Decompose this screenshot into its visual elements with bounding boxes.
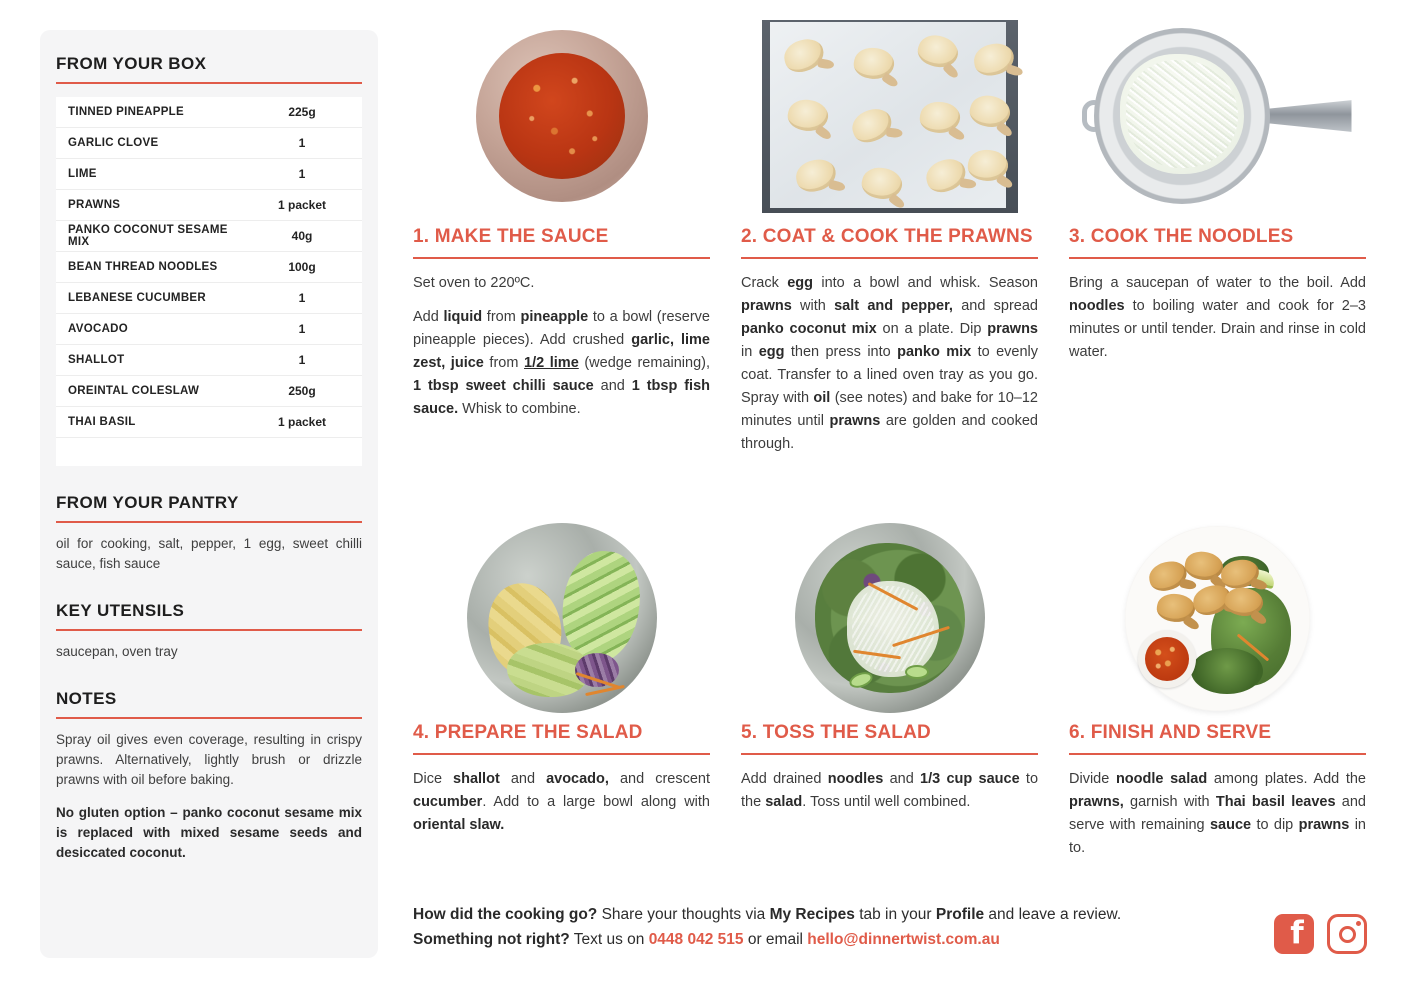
ingredient-name: AVOCADO <box>68 323 129 335</box>
notes-text: Spray oil gives even coverage, resulting in crispy prawns. Alternatively, lightly brush or drizzle prawns with oil before baking. <box>56 732 362 787</box>
tossed-salad-bowl-image <box>795 523 985 713</box>
crumbed-prawn-shape <box>972 41 1016 77</box>
pantry-title: FROM YOUR PANTRY <box>56 493 239 512</box>
social-links <box>1274 914 1367 954</box>
crumbed-prawn-shape <box>785 96 831 135</box>
sieve-image <box>1082 28 1354 204</box>
salad-bowl-image <box>467 523 657 713</box>
step5-photo <box>741 518 1038 718</box>
ingredient-quantity: 1 <box>298 136 306 150</box>
from-your-pantry-section <box>56 493 362 574</box>
step-5 <box>741 515 1038 871</box>
ingredient-name: LIME <box>68 168 97 180</box>
ingredient-quantity: 1 <box>298 291 306 305</box>
ingredient-quantity: 1 packet <box>277 198 327 212</box>
table-row <box>56 159 362 190</box>
step5-instructions <box>741 768 1038 814</box>
step2-instructions <box>741 272 1038 456</box>
ingredient-name: PRAWNS <box>68 199 121 211</box>
instagram-lens <box>1339 926 1356 943</box>
finished-plate-image <box>1125 526 1310 711</box>
ingredient-quantity: 1 <box>298 322 306 336</box>
step6-heading <box>1069 722 1366 755</box>
step-6 <box>1069 515 1366 871</box>
step4-photo <box>413 518 710 718</box>
crumbed-prawn-shape <box>966 147 1010 183</box>
utensils-title-rule <box>56 629 362 631</box>
ingredient-name: SHALLOT <box>68 354 125 366</box>
crumbed-prawn-shape <box>848 104 896 146</box>
crumbed-prawn-shape <box>780 35 827 75</box>
step-paragraph: Set oven to 220ºC. <box>413 275 535 291</box>
step4-heading <box>413 722 710 755</box>
box-title-rule <box>56 82 362 84</box>
step6-title: 6. FINISH AND SERVE <box>1069 722 1272 743</box>
step-paragraph: Add drained noodles and 1/3 cup sauce to the salad. Toss until well combined. <box>741 771 1039 810</box>
facebook-icon[interactable] <box>1274 914 1314 954</box>
table-row <box>56 97 362 128</box>
table-row <box>56 376 362 407</box>
ingredient-name: TINNED PINEAPPLE <box>68 106 184 118</box>
step3-heading <box>1069 226 1366 259</box>
cooked-prawn-shape <box>1182 547 1226 583</box>
table-row <box>56 252 362 283</box>
ingredient-quantity: 100g <box>288 260 316 274</box>
step-paragraph: Bring a saucepan of water to the boil. Add noodles to boiling water and cook for 2–3 minutes or until tender. Drain and rinse in cold water. <box>1069 275 1366 360</box>
step1-heading <box>413 226 710 259</box>
ingredient-quantity: 225g <box>288 105 316 119</box>
footer-line-2: Something not right? Text us on 0448 042 515 or email hello@dinnertwist.com.au <box>413 931 1000 948</box>
step-paragraph: Add liquid from pineapple to a bowl (reserve pineapple pieces). Add crushed garlic, lime zest, juice from 1/2 lime (wedge remaining), 1 tbsp sweet chilli sauce and 1 tbsp fish sauce. Whisk to combine. <box>413 309 710 417</box>
step2-title: 2. COAT & COOK THE PRAWNS <box>741 226 1033 247</box>
ingredient-name: GARLIC CLOVE <box>68 137 159 149</box>
step6-photo <box>1069 518 1366 718</box>
table-row <box>56 221 362 252</box>
carrot-strand <box>585 685 625 696</box>
facebook-f-glyph: f <box>1290 915 1304 951</box>
ingredient-name: LEBANESE CUCUMBER <box>68 292 206 304</box>
utensils-text: saucepan, oven tray <box>56 644 178 659</box>
table-row <box>56 314 362 345</box>
step1-title: 1. MAKE THE SAUCE <box>413 226 609 247</box>
step2-photo <box>741 10 1038 222</box>
phone-link[interactable]: 0448 042 515 <box>648 931 744 948</box>
ingredient-name: THAI BASIL <box>68 416 136 428</box>
prawn-tray-image <box>762 20 1018 213</box>
from-your-box-section <box>56 54 362 466</box>
notes-title-rule <box>56 717 362 719</box>
salad-greens <box>1191 648 1263 694</box>
instagram-icon[interactable] <box>1327 914 1367 954</box>
crumbed-prawn-shape <box>913 30 961 73</box>
step3-photo <box>1069 10 1366 222</box>
table-row <box>56 190 362 221</box>
ingredients-table <box>56 97 362 466</box>
pantry-title-rule <box>56 521 362 523</box>
step-4 <box>413 515 710 871</box>
crumbed-prawn-shape <box>918 99 962 135</box>
table-row <box>56 345 362 376</box>
crumbed-prawn-shape <box>858 163 904 203</box>
crumbed-prawn-shape <box>851 44 896 81</box>
key-utensils-section <box>56 601 362 662</box>
table-row <box>56 128 362 159</box>
crumbed-prawn-shape <box>793 156 838 193</box>
step-paragraph: Divide noodle salad among plates. Add the prawns, garnish with Thai basil leaves and serve with remaining sauce to dip prawns in to. <box>1069 771 1366 856</box>
cucumber-slice <box>905 665 929 679</box>
notes-section <box>56 689 362 863</box>
notes-title: NOTES <box>56 689 117 708</box>
noodles-shape <box>1120 54 1244 174</box>
ingredient-name: OREINTAL COLESLAW <box>68 385 200 397</box>
step-2 <box>741 10 1038 515</box>
steps-grid <box>413 10 1366 871</box>
step1-photo <box>413 10 710 222</box>
step-paragraph: Dice shallot and avocado, and crescent cucumber. Add to a large bowl along with oriental slaw. <box>413 771 710 833</box>
ingredient-name: BEAN THREAD NOODLES <box>68 261 218 273</box>
cooked-prawn-shape <box>1155 590 1197 624</box>
utensils-title: KEY UTENSILS <box>56 601 185 620</box>
step5-heading <box>741 722 1038 755</box>
instagram-dot <box>1356 921 1361 926</box>
ingredient-name: PANKO COCONUT SESAME MIX <box>68 224 228 248</box>
baking-paper <box>770 22 1006 208</box>
table-row <box>56 407 362 438</box>
footer-line-1: How did the cooking go? Share your thoughts via My Recipes tab in your Profile and leave a review. <box>413 906 1122 923</box>
step5-title: 5. TOSS THE SALAD <box>741 722 931 743</box>
crumbed-prawn-shape <box>922 155 969 196</box>
step3-title: 3. COOK THE NOODLES <box>1069 226 1294 247</box>
table-row <box>56 283 362 314</box>
sauce-jar-image <box>476 30 648 202</box>
cooked-prawn-shape <box>1147 558 1190 593</box>
step-1 <box>413 10 710 515</box>
pantry-text: oil for cooking, salt, pepper, 1 egg, sweet chilli sauce, fish sauce <box>56 536 362 571</box>
step2-heading <box>741 226 1038 259</box>
sidebar <box>40 30 378 958</box>
step-paragraph: Crack egg into a bowl and whisk. Season prawns with salt and pepper, and spread panko coconut mix on a plate. Dip prawns in egg then press into panko mix to evenly coat. Transfer to a lined oven tray as you go. Spray with oil (see notes) and bake for 10–12 minutes until prawns are golden and cooked through. <box>741 275 1038 452</box>
crumbed-prawn-shape <box>966 91 1013 131</box>
step4-title: 4. PREPARE THE SALAD <box>413 722 643 743</box>
ingredient-quantity: 1 <box>298 167 306 181</box>
email-link[interactable]: hello@dinnertwist.com.au <box>807 931 1000 948</box>
step6-instructions <box>1069 768 1366 860</box>
step1-instructions <box>413 272 710 421</box>
footer-note <box>413 902 1233 952</box>
dipping-sauce-bowl <box>1138 630 1196 688</box>
ingredient-quantity: 1 packet <box>277 415 327 429</box>
box-title: FROM YOUR BOX <box>56 54 207 73</box>
ingredient-quantity: 250g <box>288 384 316 398</box>
step-3 <box>1069 10 1366 515</box>
notes-gluten-text: No gluten option – panko coconut sesame mix is replaced with mixed sesame seeds and desiccated coconut. <box>56 805 362 860</box>
ingredient-quantity: 40g <box>291 229 313 243</box>
step4-instructions <box>413 768 710 837</box>
step3-instructions <box>1069 272 1366 364</box>
ingredient-quantity: 1 <box>298 353 306 367</box>
